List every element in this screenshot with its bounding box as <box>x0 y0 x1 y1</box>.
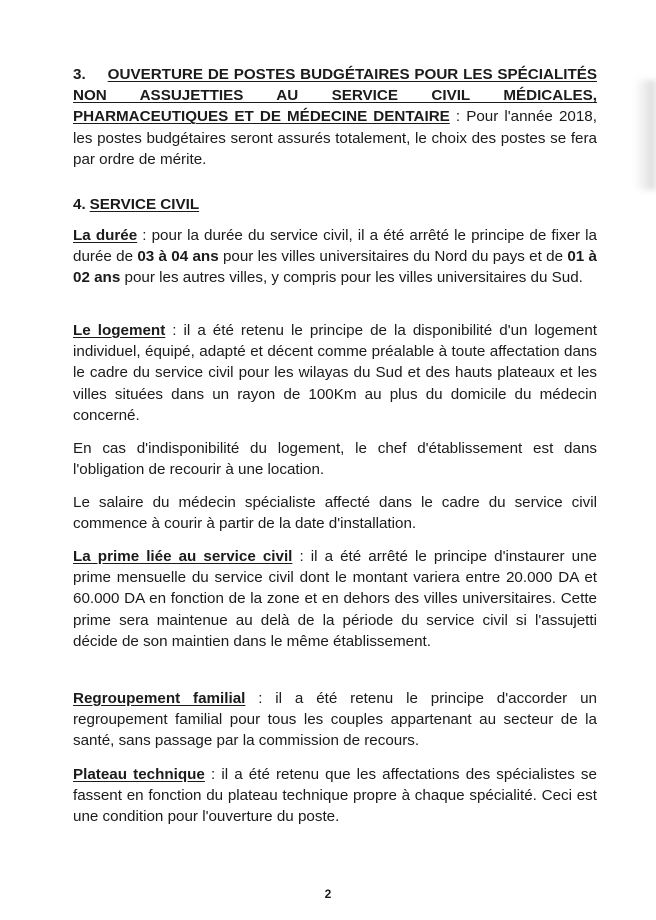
section-4-number: 4. <box>73 196 86 213</box>
plateau-paragraph <box>73 764 597 828</box>
logement-paragraph <box>73 320 597 426</box>
indisponibilite-paragraph: En cas d'indisponibilité du logement, le chef d'établissement est dans l'obligation de recourir à une location. <box>73 440 597 479</box>
prime-label: La prime liée au service civil <box>73 548 293 565</box>
section-3-body: : Pour l'année 2018, les postes budgétaires seront assurés totalement, le choix des postes se fera par ordre de mérite. <box>73 108 597 168</box>
regroupement-label: Regroupement familial <box>73 690 246 707</box>
duree-bold-2: 01 à 02 ans <box>73 248 597 287</box>
prime-paragraph <box>73 546 597 652</box>
duree-text-1: : pour la durée du service civil, il a été arrêté le principe de fixer la durée de <box>73 227 597 266</box>
page-number: 2 <box>324 887 332 901</box>
section-3-paragraph <box>73 64 597 170</box>
duree-bold-1: 03 à 04 ans <box>137 248 219 266</box>
duree-text-2: pour les villes universitaires du Nord du pays et de <box>218 248 568 266</box>
duree-label: La durée <box>73 227 138 244</box>
regroupement-text: : il a été retenu le principe d'accorder un regroupement familial pour tous les couples appartenant au secteur de la santé, sans passage par la commission de recours. <box>73 690 597 750</box>
regroupement-paragraph <box>73 688 597 752</box>
duree-text-3: pour les autres villes, y compris pour les villes universitaires du Sud. <box>120 269 583 287</box>
section-3-number: 3. <box>73 66 86 83</box>
scan-edge-shadow <box>634 80 656 190</box>
plateau-text: : il a été retenu que les affectations des spécialistes se fassent en fonction du plateau technique propre à chaque spécialité. Ceci est une condition pour l'ouverture du poste. <box>73 766 597 826</box>
duree-paragraph <box>73 225 597 289</box>
logement-text: : il a été retenu le principe de la disponibilité d'un logement individuel, équipé, adapté et décent comme préalable à toute affectation dans le cadre du service civil pour les wilayas du Sud et des hauts plateaux et les villes situées dans un rayon de 100Km au plus du domicile du médecin concerné. <box>73 322 597 424</box>
section-4-heading-line <box>73 196 199 213</box>
prime-text: : il a été arrêté le principe d'instaurer une prime mensuelle du service civil dont le montant variera entre 20.000 DA et 60.000 DA en fonction de la zone et en dehors des villes universitaires. Cette prime sera maintenue au delà de la période du service civil si l'assujetti décide de son maintien dans le même établissement. <box>73 548 597 650</box>
section-4-heading: SERVICE CIVIL <box>89 196 200 213</box>
plateau-label: Plateau technique <box>73 766 205 783</box>
salaire-paragraph: Le salaire du médecin spécialiste affecté dans le cadre du service civil commence à courir à partir de la date d'installation. <box>73 494 597 533</box>
section-3-heading: OUVERTURE DE POSTES BUDGÉTAIRES POUR LES SPÉCIALITÉS NON ASSUJETTIES AU SERVICE CIVIL MÉDICALES, PHARMACEUTIQUES ET DE MÉDECINE DENTAIRE <box>73 66 597 126</box>
logement-label: Le logement <box>73 322 166 339</box>
